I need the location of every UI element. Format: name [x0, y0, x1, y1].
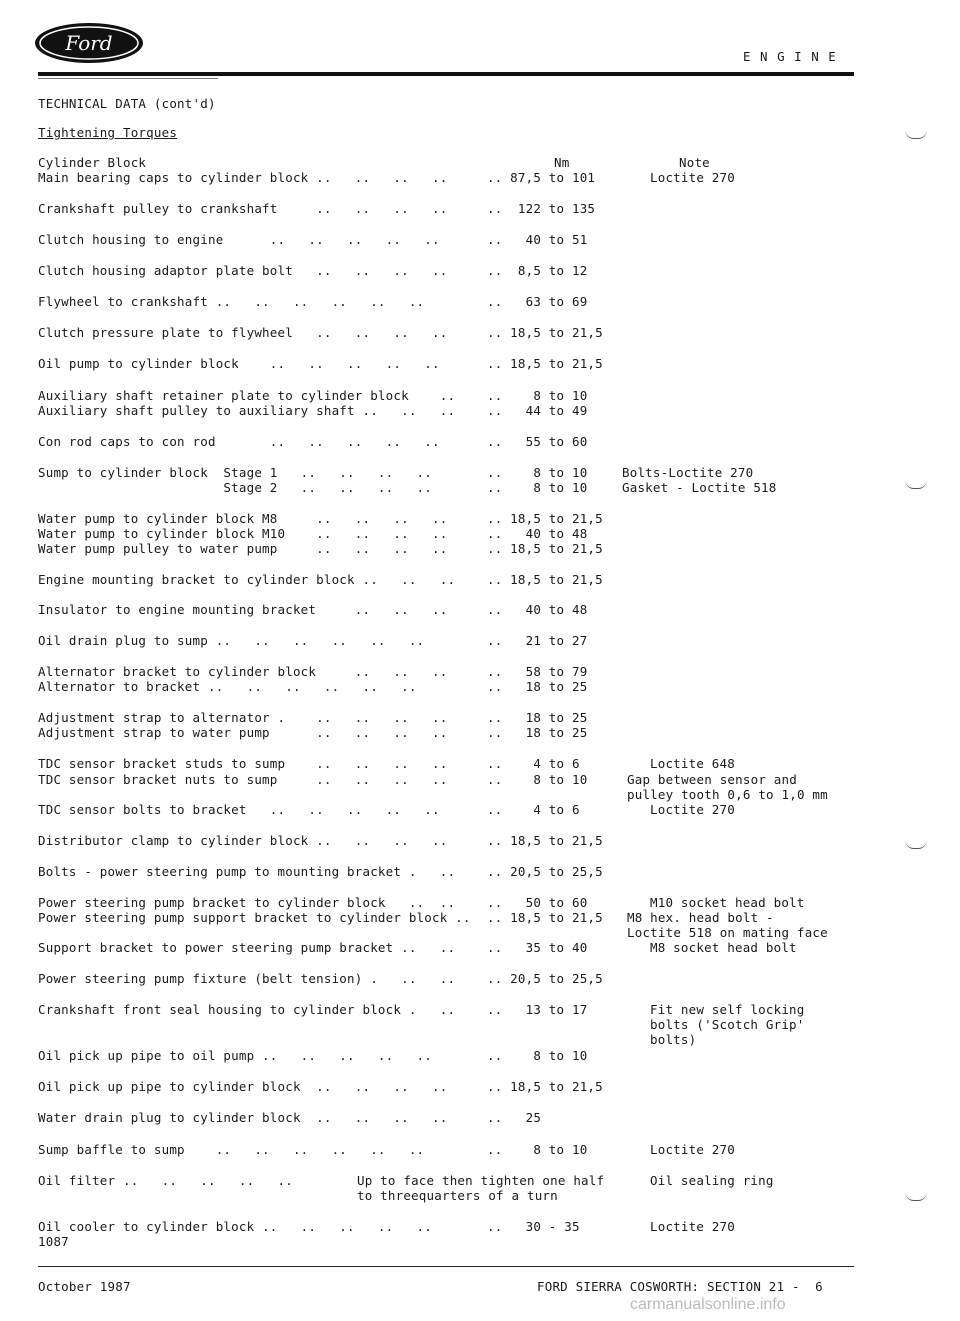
footer-rule	[38, 1266, 854, 1267]
row-value: .. 55 to 60	[487, 434, 588, 449]
row-description: Power steering pump bracket to cylinder block .. ..	[38, 895, 456, 910]
row-value: .. 44 to 49	[487, 403, 588, 418]
column-header-note: Note	[679, 155, 710, 170]
logo-text: Ford	[65, 31, 113, 55]
row-description: Auxiliary shaft retainer plate to cylinder block ..	[38, 388, 456, 403]
row-value: .. 30 - 35	[487, 1219, 580, 1234]
row-description: Water pump to cylinder block M8 .. .. .. ..	[38, 511, 448, 526]
row-description: Stage 2 .. .. .. ..	[38, 480, 433, 495]
row-description: Oil pick up pipe to cylinder block .. .. .. ..	[38, 1079, 448, 1094]
watermark: carmanualsonline.info	[630, 1296, 786, 1313]
row-description: Flywheel to crankshaft .. .. .. .. .. ..	[38, 294, 425, 309]
row-value: .. 8 to 10	[487, 480, 588, 495]
row-description: Clutch housing to engine .. .. .. .. ..	[38, 232, 440, 247]
row-note: Loctite 648	[650, 756, 735, 771]
row-value: .. 20,5 to 25,5	[487, 971, 603, 986]
row-description: Water drain plug to cylinder block .. .. .. ..	[38, 1110, 448, 1125]
row-value: .. 35 to 40	[487, 940, 588, 955]
row-note: bolts)	[650, 1032, 697, 1047]
row-value: .. 18 to 25	[487, 679, 588, 694]
page-title: TECHNICAL DATA (cont'd)	[38, 96, 216, 111]
row-value: .. 18 to 25	[487, 725, 588, 740]
row-value: .. 18,5 to 21,5	[487, 356, 603, 371]
row-value: .. 8 to 10	[487, 465, 588, 480]
row-value: .. 20,5 to 25,5	[487, 864, 603, 879]
row-description: Auxiliary shaft pulley to auxiliary shaft .. .. ..	[38, 403, 456, 418]
margin-mark	[905, 480, 927, 489]
row-description: 1087	[38, 1234, 69, 1249]
group-title: Cylinder Block	[38, 155, 147, 170]
row-value: .. 87,5 to 101	[487, 170, 596, 185]
row-value: .. 40 to 51	[487, 232, 588, 247]
row-description: Oil filter .. .. .. .. ..	[38, 1173, 293, 1188]
row-note: Loctite 270	[650, 1142, 735, 1157]
row-description: Sump baffle to sump .. .. .. .. .. ..	[38, 1142, 425, 1157]
row-note: Gap between sensor and	[627, 772, 797, 787]
header-rule	[38, 72, 854, 76]
row-note: M8 hex. head bolt -	[627, 910, 774, 925]
row-value: .. 8,5 to 12	[487, 263, 588, 278]
row-note: Loctite 270	[650, 802, 735, 817]
row-description: Insulator to engine mounting bracket .. .. ..	[38, 602, 448, 617]
row-note: M8 socket head bolt	[650, 940, 797, 955]
ford-logo	[33, 21, 145, 65]
row-description: Water pump to cylinder block M10 .. .. .. ..	[38, 526, 448, 541]
row-value: .. 40 to 48	[487, 602, 588, 617]
row-description: Alternator to bracket .. .. .. .. .. ..	[38, 679, 417, 694]
row-description: Clutch housing adaptor plate bolt .. .. .. ..	[38, 263, 448, 278]
row-description: Crankshaft front seal housing to cylinder block . ..	[38, 1002, 456, 1017]
row-note: Loctite 270	[650, 170, 735, 185]
row-note: M10 socket head bolt	[650, 895, 805, 910]
margin-mark	[905, 840, 927, 849]
row-value: .. 21 to 27	[487, 633, 588, 648]
subsection-title: Tightening Torques	[38, 125, 178, 140]
row-description: Adjustment strap to alternator . .. .. .. ..	[38, 710, 448, 725]
row-description: Con rod caps to con rod .. .. .. .. ..	[38, 434, 440, 449]
column-header-nm: Nm	[554, 155, 570, 170]
footer-reference: FORD SIERRA COSWORTH: SECTION 21 - 6	[537, 1279, 823, 1294]
row-description: Distributor clamp to cylinder block .. .. .. ..	[38, 833, 448, 848]
row-description: Power steering pump fixture (belt tension) . .. ..	[38, 971, 456, 986]
row-value: .. 18,5 to 21,5	[487, 325, 603, 340]
section-title: E N G I N E	[743, 49, 837, 64]
row-note: Loctite 518 on mating face	[627, 925, 828, 940]
row-value: .. 8 to 10	[487, 1142, 588, 1157]
row-value: .. 18,5 to 21,5	[487, 910, 603, 925]
row-description: Oil pick up pipe to oil pump .. .. .. .. ..	[38, 1048, 433, 1063]
row-description: TDC sensor bolts to bracket .. .. .. .. ..	[38, 802, 440, 817]
row-note: Fit new self locking	[650, 1002, 805, 1017]
row-description: Oil cooler to cylinder block .. .. .. .. ..	[38, 1219, 433, 1234]
row-value: .. 18 to 25	[487, 710, 588, 725]
row-description: Bolts - power steering pump to mounting bracket . ..	[38, 864, 456, 879]
row-note: pulley tooth 0,6 to 1,0 mm	[627, 787, 828, 802]
row-value: .. 63 to 69	[487, 294, 588, 309]
margin-mark	[905, 130, 927, 139]
row-description: Adjustment strap to water pump .. .. .. ..	[38, 725, 448, 740]
row-note: Loctite 270	[650, 1219, 735, 1234]
row-description: Clutch pressure plate to flywheel .. .. .. ..	[38, 325, 448, 340]
row-description: Water pump pulley to water pump .. .. .. ..	[38, 541, 448, 556]
header-subrule	[38, 78, 218, 79]
row-value: .. 4 to 6	[487, 756, 580, 771]
row-value: .. 58 to 79	[487, 664, 588, 679]
row-description: Sump to cylinder block Stage 1 .. .. .. ..	[38, 465, 433, 480]
row-value: .. 40 to 48	[487, 526, 588, 541]
row-note: Oil sealing ring	[650, 1173, 774, 1188]
row-value: .. 122 to 135	[487, 201, 596, 216]
row-value: .. 25	[487, 1110, 542, 1125]
row-value: .. 18,5 to 21,5	[487, 833, 603, 848]
footer-date: October 1987	[38, 1279, 131, 1294]
row-description: Engine mounting bracket to cylinder block .. .. ..	[38, 572, 456, 587]
row-note: Bolts-Loctite 270	[622, 465, 754, 480]
row-value: .. 8 to 10	[487, 772, 588, 787]
row-value: to threequarters of a turn	[357, 1188, 558, 1203]
row-value: .. 18,5 to 21,5	[487, 1079, 603, 1094]
row-description: Alternator bracket to cylinder block .. .. ..	[38, 664, 448, 679]
row-description: TDC sensor bracket studs to sump .. .. .. ..	[38, 756, 448, 771]
margin-mark	[905, 1192, 927, 1201]
row-value: .. 4 to 6	[487, 802, 580, 817]
row-description: Power steering pump support bracket to cylinder block ..	[38, 910, 471, 925]
row-description: Crankshaft pulley to crankshaft .. .. .. ..	[38, 201, 448, 216]
row-description: TDC sensor bracket nuts to sump .. .. .. ..	[38, 772, 448, 787]
row-note: bolts ('Scotch Grip'	[650, 1017, 805, 1032]
row-description: Support bracket to power steering pump bracket .. ..	[38, 940, 456, 955]
row-value: Up to face then tighten one half	[357, 1173, 605, 1188]
row-value: .. 8 to 10	[487, 388, 588, 403]
row-value: .. 13 to 17	[487, 1002, 588, 1017]
row-value: .. 8 to 10	[487, 1048, 588, 1063]
row-value: .. 18,5 to 21,5	[487, 511, 603, 526]
row-value: .. 50 to 60	[487, 895, 588, 910]
row-description: Oil pump to cylinder block .. .. .. .. ..	[38, 356, 440, 371]
row-note: Gasket - Loctite 518	[622, 480, 777, 495]
row-description: Oil drain plug to sump .. .. .. .. .. ..	[38, 633, 425, 648]
row-value: .. 18,5 to 21,5	[487, 541, 603, 556]
row-description: Main bearing caps to cylinder block .. .. .. ..	[38, 170, 448, 185]
row-value: .. 18,5 to 21,5	[487, 572, 603, 587]
